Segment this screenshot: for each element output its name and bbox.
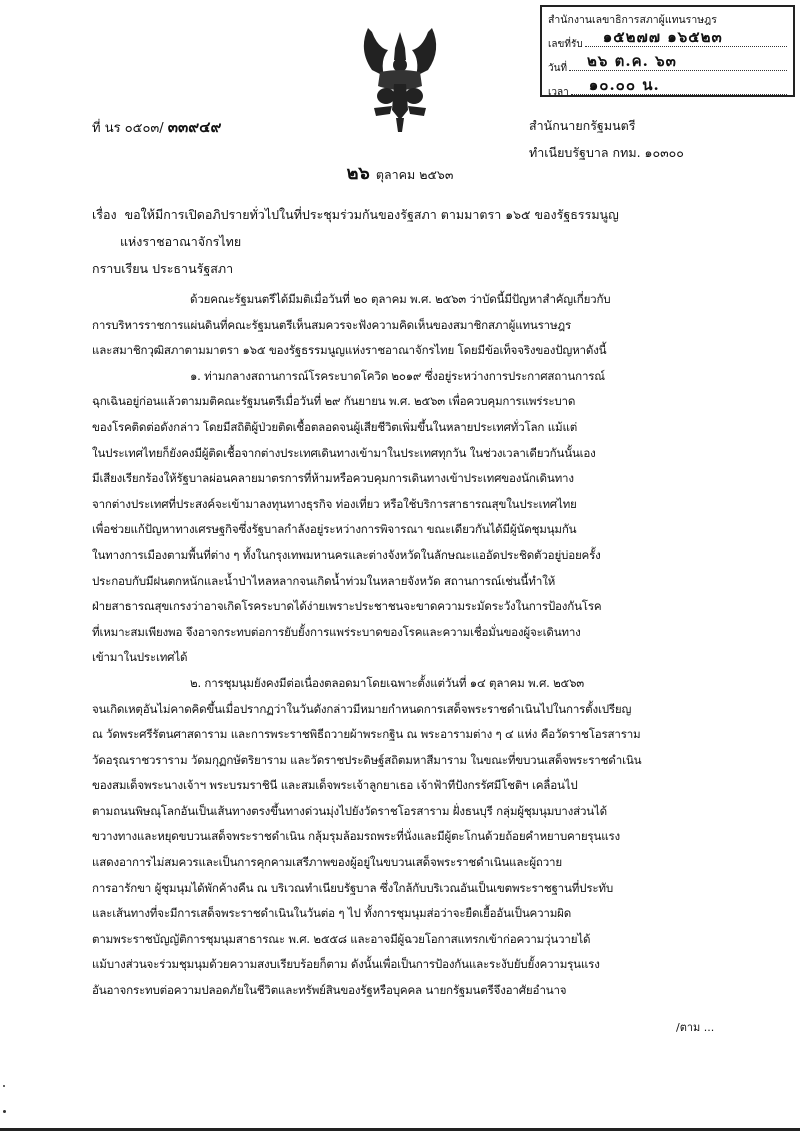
stamp-time-value: ๑๐.๐๐ น. [588,76,660,94]
office-line-2: ทำเนียบรัฐบาล กทม. ๑๐๓๐๐ [529,145,684,160]
body-line: แสดงอาการไม่สมควรและเป็นการคุกคามเสรีภาพของผู้อยู่ในขบวนเสด็จพระราชดำเนินและผู้ถวาย [92,855,562,870]
body-line: ในทางการเมืองตามพื้นที่ต่าง ๆ ทั้งในกรุงเทพมหานครและต่างจังหวัดในลักษณะแออัดประชิดตัวอยู่บ่อยครั้ง [92,547,601,562]
scan-speck [3,1110,6,1113]
body-line: ๒. การชุมนุมยังคงมีต่อเนื่องตลอดมาโดยเฉพาะตั้งแต่วันที่ ๑๔ ตุลาคม พ.ศ. ๒๕๖๓ [190,675,584,690]
body-line: อันอาจกระทบต่อความปลอดภัยในชีวิตและทรัพย์สินของรัฐหรือบุคคล นายกรัฐมนตรีจึงอาศัยอำนาจ [92,983,567,998]
body-line: เข้ามาในประเทศได้ [92,650,188,665]
stamp-org-text: สำนักงานเลขาธิการสภาผู้แทนราษฎร [548,14,717,26]
body-line: ประกอบกับมีฝนตกหนักและน้ำป่าไหลหลากจนเกิดน้ำท่วมในหลายจังหวัด สถานการณ์เช่นนี้ทำให้ [92,573,556,588]
subject-label: เรื่อง [92,207,117,222]
stamp-date-row [548,52,787,79]
subject-line-2: แห่งราชอาณาจักรไทย [120,234,242,249]
body-line: ณ วัดพระศรีรัตนศาสดาราม และการพระราชพิธีถวายผ้าพระกฐิน ณ พระอารามต่าง ๆ ๔ แห่ง คือวัดราชโอรสาราม [92,727,641,742]
garuda-emblem-icon [350,20,450,135]
scan-speck [3,1085,5,1087]
body-line: ฝ่ายสาธารณสุขเกรงว่าอาจเกิดโรคระบาดได้ง่ายเพราะประชาชนจะขาดความระมัดระวังในการป้องกันโรค [92,599,602,614]
stamp-date-value: ๒๖ ต.ค. ๖๓ [587,52,677,70]
body-line: ขวางทางและหยุดขบวนเสด็จพระราชดำเนิน กลุ้มรุมล้อมรถพระที่นั่งและมีผู้ตะโกนด้วยถ้อยคำหยาบคายรุนแรง [92,829,620,844]
document-date [0,158,800,187]
body-line: ของสมเด็จพระนางเจ้าฯ พระบรมราชินี และสมเด็จพระเจ้าลูกยาเธอ เจ้าฟ้าทีปังกรรัศมีโชติฯ เคลื่อนไป [92,778,578,793]
stamp-receipt-value: ๑๕๒๗๗ ๑๖๕๒๓ [602,28,723,46]
body-line: ที่เหมาะสมเพียงพอ จึงอาจกระทบต่อการยับยั้งการแพร่ระบาดของโรคและความเชื่อมั่นของผู้จะเดินทาง [92,624,581,639]
body-line: และสมาชิกวุฒิสภาตามมาตรา ๑๖๕ ของรัฐธรรมนูญแห่งราชอาณาจักรไทย โดยมีข้อเท็จจริงของปัญหาดังนี้ [92,343,607,358]
office-line-1: สำนักนายกรัฐมนตรี [529,118,636,133]
body-text [92,287,772,1004]
body-line: ของโรคติดต่อดังกล่าว โดยมีสถิติผู้ป่วยติดเชื้อตลอดจนผู้เสียชีวิตเพิ่มขึ้นในหลายประเทศทั่วโลก แม้แต่ [92,419,578,434]
date-day: ๒๖ [346,163,370,184]
continuation-marker: /ตาม ... [676,1021,715,1034]
body-line: แม้บางส่วนจะร่วมชุมนุมด้วยความสงบเรียบร้อยก็ตาม ดังนั้นเพื่อเป็นการป้องกันและระงับยับยั้งความรุนแรง [92,957,600,972]
body-line: จากต่างประเทศที่ประสงค์จะเข้ามาลงทุนทางธุรกิจ ท่องเที่ยว หรือใช้บริการสาธารณสุขในประเทศไทย [92,496,577,511]
body-line: วัดอรุณราชวราราม วัดมกุฏกษัตริยาราม และวัดราชประดิษฐ์สถิตมหาสีมาราม ในขณะที่ขบวนเสด็จพระราชดำเนิน [92,752,642,767]
body-line: และเส้นทางที่จะมีการเสด็จพระราชดำเนินในวันต่อ ๆ ไป ทั้งการชุมนุมส่อว่าจะยืดเยื้ออันเป็นความผิด [92,906,572,921]
body-line: การบริหารราชการแผ่นดินที่คณะรัฐมนตรีเห็นสมควรจะฟังความคิดเห็นของสมาชิกสภาผู้แทนราษฎร [92,317,572,332]
body-line: เพื่อช่วยแก้ปัญหาทางเศรษฐกิจซึ่งรัฐบาลกำลังอยู่ระหว่างการพิจารณา ขณะเดียวกันได้มีผู้นัดชุมนุมกัน [92,522,577,537]
subject [92,201,772,255]
stamp-date-label: วันที่ [548,63,568,74]
body-line: มีเสียงเรียกร้องให้รัฐบาลผ่อนคลายมาตรการที่ห้ามหรือควบคุมการเดินทางเข้าประเทศของนักเดินทาง [92,471,574,486]
body-line: ๑. ท่ามกลางสถานการณ์โรคระบาดโควิด ๒๐๑๙ ซึ่งอยู่ระหว่างการประกาศสถานการณ์ [190,368,605,383]
body-line: ตามถนนพิษณุโลกอันเป็นเส้นทางตรงขึ้นทางด่วนมุ่งไปยังวัดราชโอรสาราม ฝั่งธนบุรี กลุ่มผู้ชุมนุมบางส่วนได้ [92,803,607,818]
ref-number: ๓๓๙๔๙ [167,118,222,136]
stamp-time-row [548,76,787,103]
receipt-stamp [540,5,795,97]
body-line: ฉุกเฉินอยู่ก่อนแล้วตามมติคณะรัฐมนตรีเมื่อวันที่ ๒๙ กันยายน พ.ศ. ๒๕๖๓ เพื่อควบคุมการแพร่ระบาด [92,394,576,409]
document-reference [92,115,222,139]
body-line: ในประเทศไทยก็ยังคงมีผู้ติดเชื้อจากต่างประเทศเดินทางเข้ามาในประเทศทุกวัน ในช่วงเวลาเดียวกันนั้นเอง [92,445,596,460]
body-line: ด้วยคณะรัฐมนตรีได้มีมติเมื่อวันที่ ๒๐ ตุลาคม พ.ศ. ๒๕๖๓ ว่าบัดนี้มีปัญหาสำคัญเกี่ยวกับ [190,292,611,306]
ref-prefix: ที่ นร ๐๕๐๓/ [92,121,164,136]
body-line: การอารักขา ผู้ชุมนุมได้พักค้างคืน ณ บริเวณทำเนียบรัฐบาล ซึ่งใกล้กับบริเวณอันเป็นเขตพระราชฐานที่ประทับ [92,880,613,895]
subject-line-1: ขอให้มีการเปิดอภิปรายทั่วไปในที่ประชุมร่วมกันของรัฐสภา ตามมาตรา ๑๖๕ ของรัฐธรรมนูญ [124,207,619,222]
stamp-time-label: เวลา [548,87,569,98]
stamp-receipt-label: เลขที่รับ [548,39,583,50]
date-month-year: ตุลาคม ๒๕๖๓ [375,167,454,182]
body-line: จนเกิดเหตุอันไม่คาดคิดขึ้นเมื่อปรากฏว่าในวันดังกล่าวมีหมายกำหนดการเสด็จพระราชดำเนินไปในการตั้งเปรียญ [92,701,632,716]
body-line: ตามพระราชบัญญัติการชุมนุมสาธารณะ พ.ศ. ๒๕๕๘ และอาจมีผู้ฉวยโอกาสแทรกเข้าก่อความวุ่นวายได้ [92,931,591,946]
salutation: กราบเรียน ประธานรัฐสภา [92,261,234,276]
